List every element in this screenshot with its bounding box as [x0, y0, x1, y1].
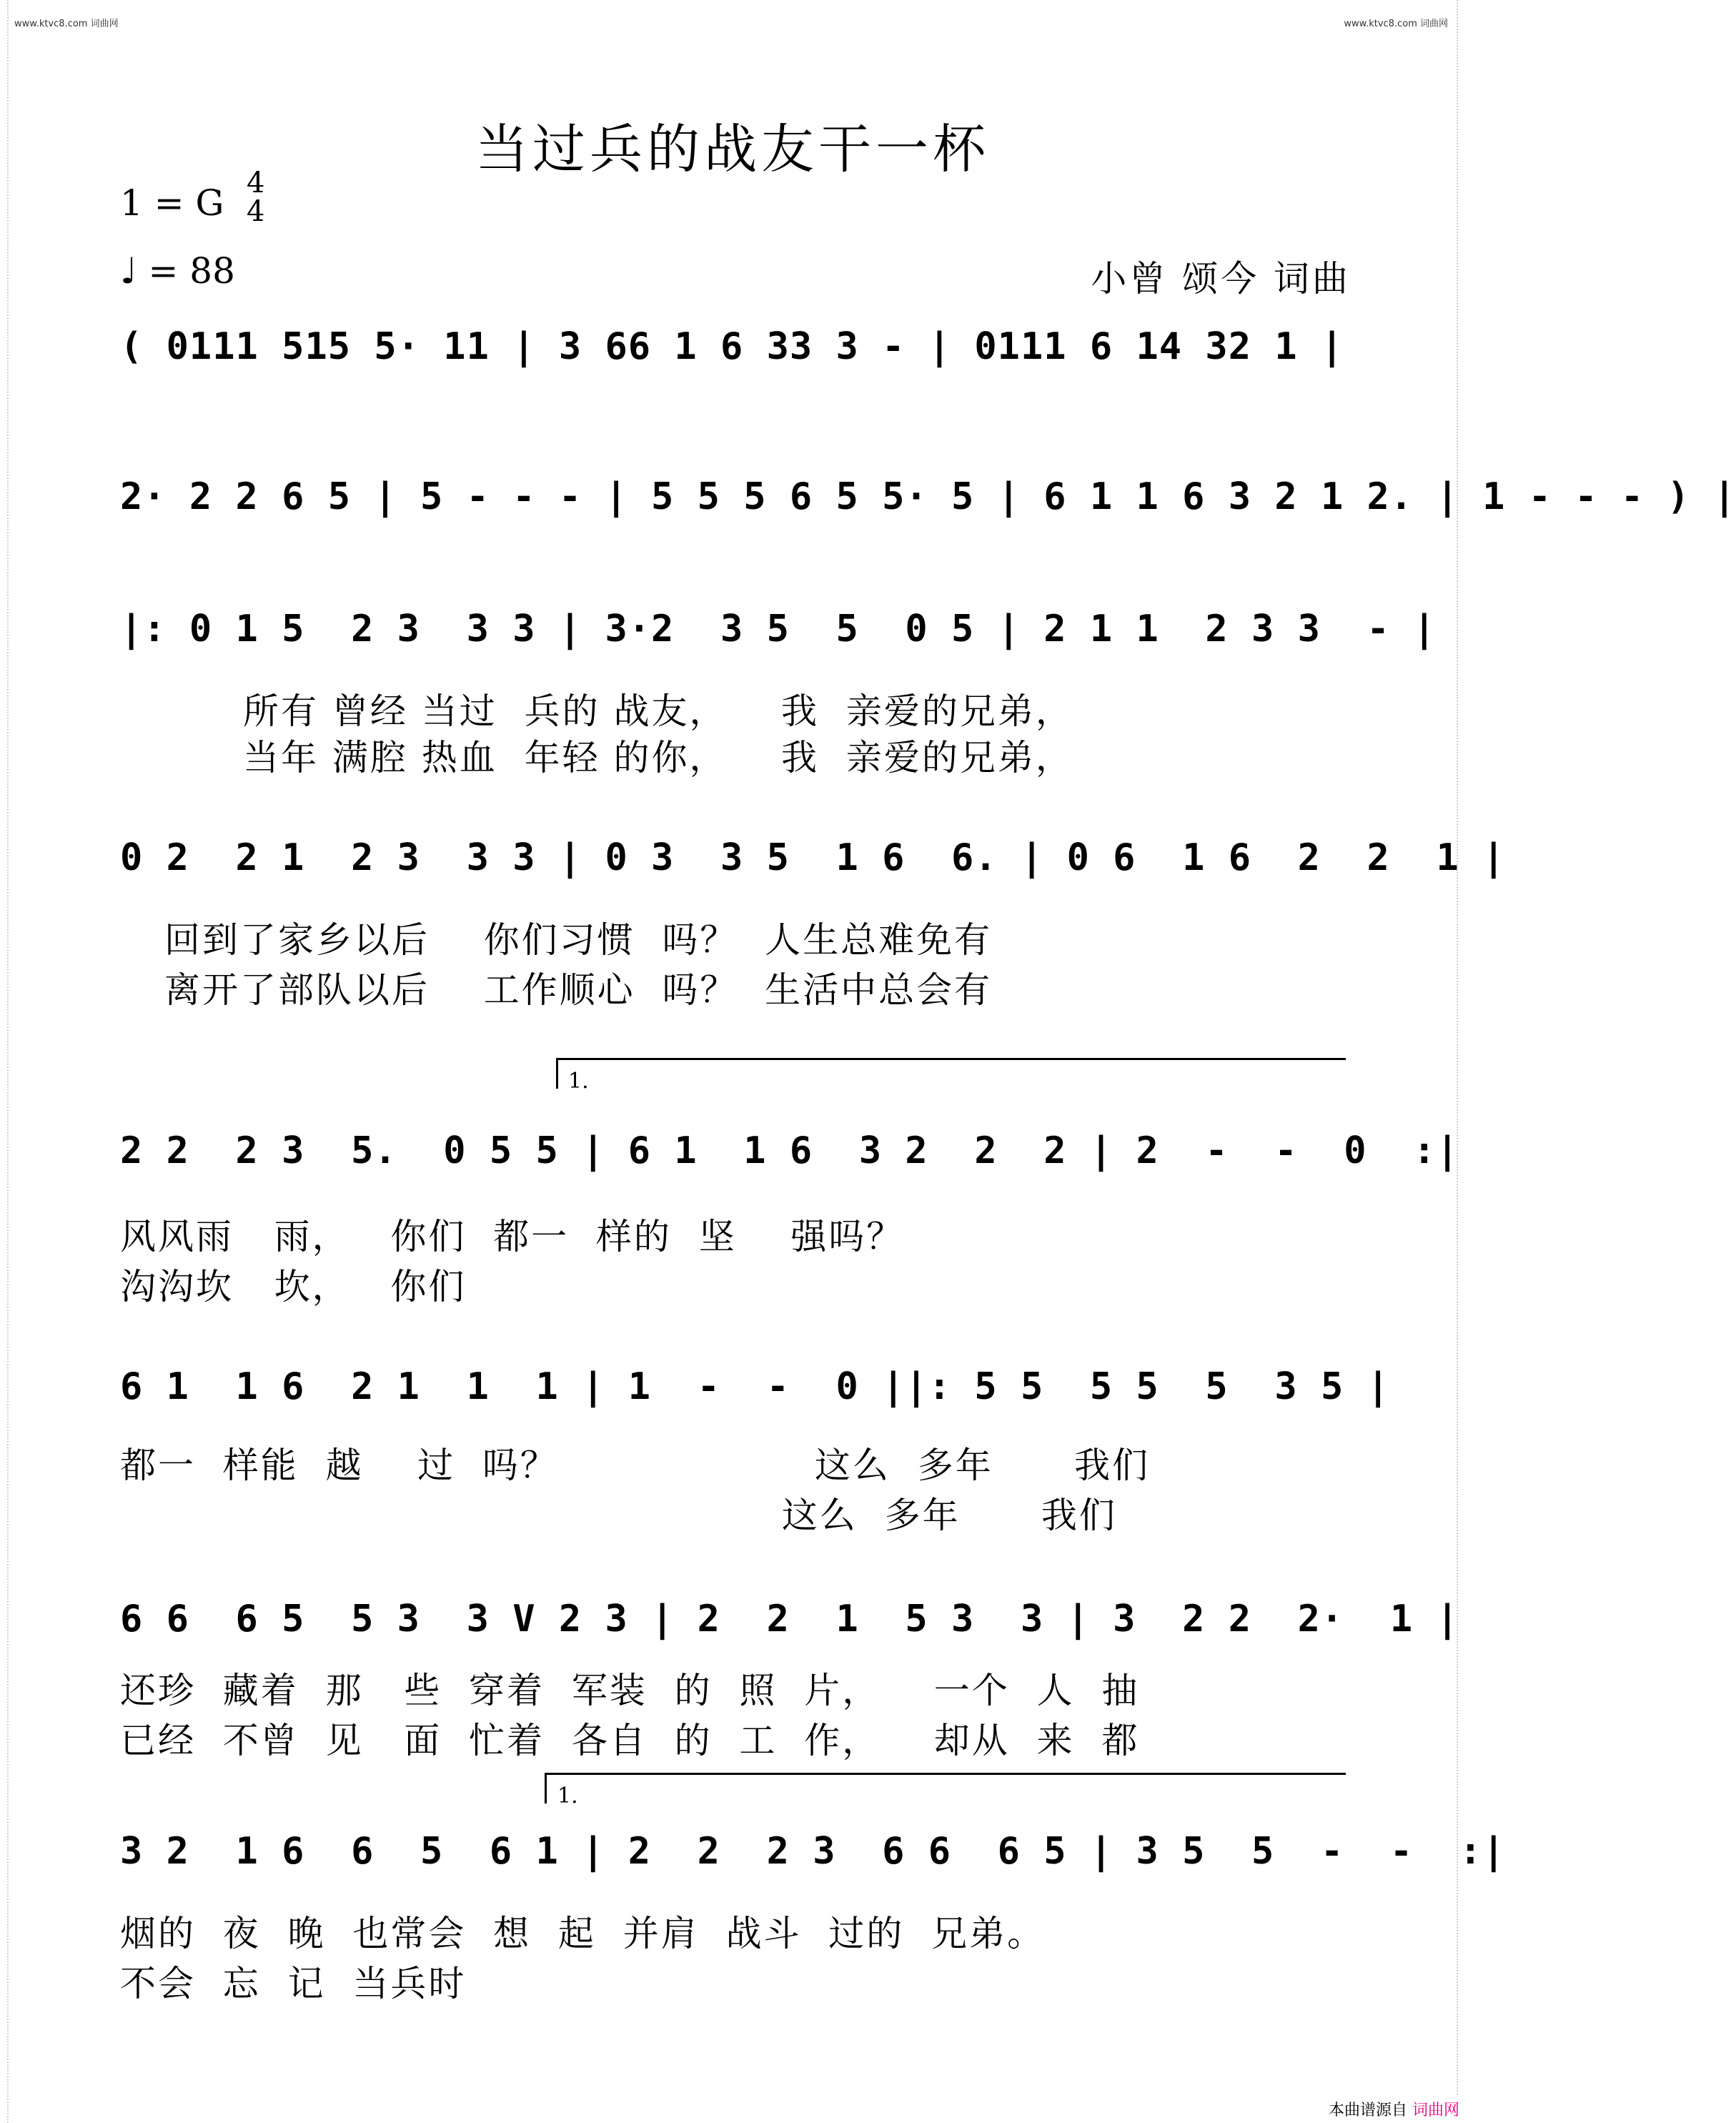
- score-line-8: 3 2 1 6 6 5 6 1 | 2 2 2 3 6 6 6 5 | 3 5 5 - - :|: [120, 1830, 1506, 1873]
- lyric-line-5a: 风风雨 雨， 你们 都一 样的 坚 强吗？: [120, 1216, 905, 1257]
- song-title: 当过兵的战友干一杯: [475, 119, 990, 180]
- score-line-5: 2 2 2 3 5. 0 5 5 | 6 1 1 6 3 2 2 2 | 2 - - 0 :|: [120, 1129, 1459, 1172]
- lyric-line-5b: 沟沟坎 坎， 你们: [120, 1266, 467, 1307]
- credits: 小曾 颂今 词曲: [1091, 258, 1351, 300]
- footer-source-text: 本曲谱源自: [1328, 2102, 1407, 2119]
- volta-label-2: 1.: [557, 1783, 578, 1808]
- lyric-line-4b: 离开了部队以后 工作顺心 吗？ 生活中总会有: [164, 969, 993, 1011]
- time-signature-top: 4: [247, 167, 265, 199]
- volta-bracket-2: [545, 1773, 1346, 1803]
- time-signature-bottom: 4: [247, 195, 265, 228]
- score-line-3: |: 0 1 5 2 3 3 3 | 3·2 3 5 5 0 5 | 2 1 1 2 3 3 - |: [120, 608, 1437, 650]
- left-margin-line: [7, 0, 9, 2123]
- score-line-1: ( 0111 515 5· 11 | 3 66 1 6 33 3 - | 0111 6 14 32 1 |: [120, 325, 1344, 368]
- key-signature: 1 = G: [120, 182, 224, 224]
- score-line-7: 6 6 6 5 5 3 3 V 2 3 | 2 2 1 5 3 3 | 3 2 2 2· 1 |: [120, 1598, 1459, 1640]
- top-left-site-tag[interactable]: www.ktvc8.com 词曲网: [14, 19, 119, 29]
- footer-brand[interactable]: 词曲网: [1412, 2102, 1459, 2119]
- tempo-marking: ♩ = 88: [120, 250, 235, 292]
- lyric-line-8b: 不会 忘 记 当兵时: [120, 1963, 467, 2004]
- lyric-line-6a: 都一 样能 越 过 吗？ 这么 多年 我们: [120, 1445, 1151, 1486]
- right-margin-line: [1457, 0, 1458, 2123]
- time-signature: [247, 169, 264, 226]
- score-line-2: 2· 2 2 6 5 | 5 - - - | 5 5 5 6 5 5· 5 | 6 1 1 6 3 2 1 2. | 1 - - - ) |: [120, 475, 1736, 518]
- lyric-line-3b: 当年 满腔 热血 年轻 的你， 我 亲爱的兄弟，: [243, 737, 1073, 778]
- lyric-line-6b: 这么 多年 我们: [120, 1495, 1117, 1536]
- lyric-line-7a: 还珍 藏着 那 些 穿着 军装 的 照 片， 一个 人 抽: [120, 1670, 1140, 1711]
- score-line-4: 0 2 2 1 2 3 3 3 | 0 3 3 5 1 6 6. | 0 6 1 6 2 2 1 |: [120, 836, 1506, 879]
- score-line-6: 6 1 1 6 2 1 1 1 | 1 - - 0 ||: 5 5 5 5 5 3 5 |: [120, 1365, 1390, 1408]
- lyric-line-7b: 已经 不曾 见 面 忙着 各自 的 工 作， 却从 来 都: [120, 1720, 1140, 1761]
- footer-source[interactable]: [1323, 2095, 1465, 2123]
- lyric-line-3a: 所有 曾经 当过 兵的 战友， 我 亲爱的兄弟，: [243, 691, 1073, 732]
- top-right-site-tag[interactable]: www.ktvc8.com 词曲网: [1344, 19, 1448, 29]
- volta-label-1: 1.: [568, 1069, 589, 1094]
- lyric-line-4a: 回到了家乡以后 你们习惯 吗？ 人生总难免有: [164, 919, 993, 961]
- lyric-line-8a: 烟的 夜 晚 也常会 想 起 并肩 战斗 过的 兄弟。: [120, 1913, 1046, 1954]
- volta-bracket-1: [556, 1058, 1346, 1089]
